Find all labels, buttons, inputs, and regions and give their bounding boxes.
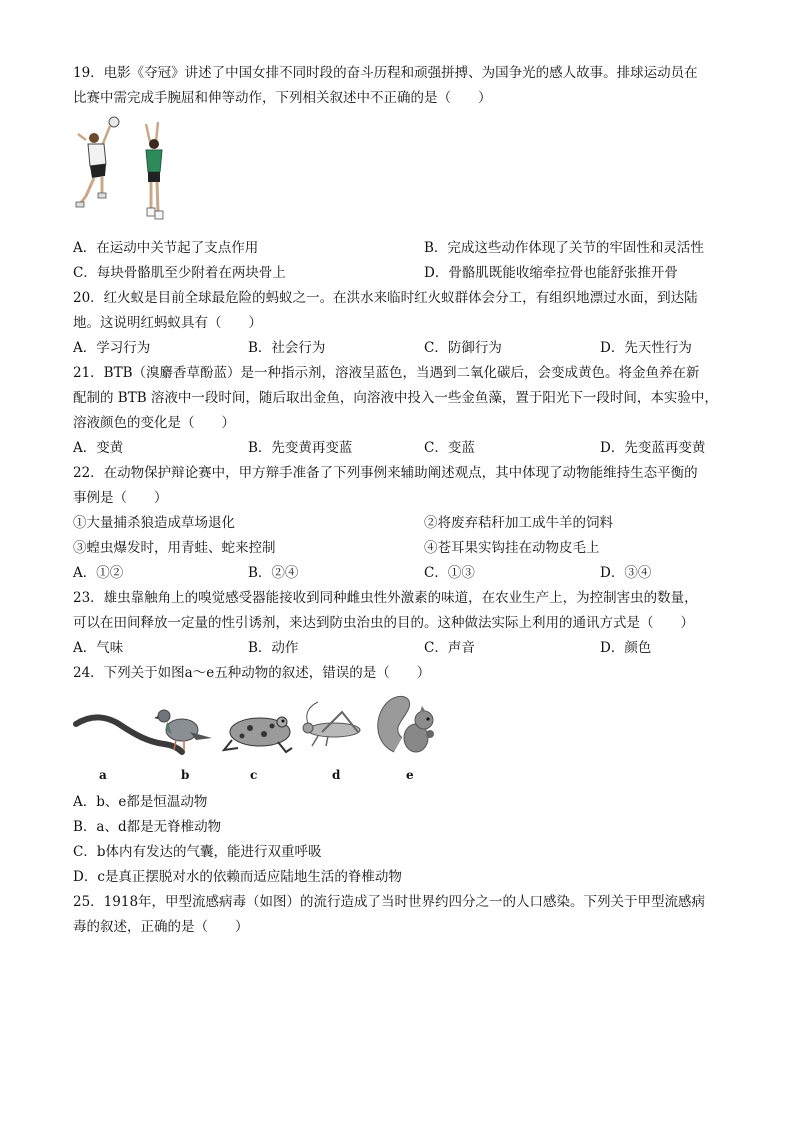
q22-stem-line1: 22．在动物保护辩论赛中，甲方辩手准备了下列事例来辅助阐述观点，其中体现了动物能维持生态平衡的 [73,465,698,481]
q19-stem-line1: 19．电影《夺冠》讲述了中国女排不同时段的奋斗历程和顽强拼搏、为国争光的感人故事。排球运动员在 [73,65,698,81]
q21-stem-line3: 溶液颜色的变化是（ ） [73,415,235,431]
q21-option-b: B．先变黄再变蓝 [248,440,353,456]
q22-stem-line2: 事例是（ ） [73,490,168,506]
q24-option-b: B．a、d都是无脊椎动物 [73,819,222,835]
volleyball-players-figure [72,116,172,228]
q22-option-a: A．①② [73,565,124,581]
q19-option-c: C．每块骨骼肌至少附着在两块骨上 [73,265,286,281]
q23-stem-line1: 23．雄虫靠触角上的嗅觉感受器能接收到同种雌虫性外激素的味道，在农业生产上，为控制害虫的数量， [73,590,698,606]
figure-label-c: c [250,768,258,782]
q24-stem: 24．下列关于如图a～e五种动物的叙述，错误的是（ ） [73,665,431,681]
five-animals-figure [72,692,442,764]
q21-option-d: D．先变蓝再变黄 [600,440,706,456]
q24-option-d: D．c是真正摆脱对水的依赖而适应陆地生活的脊椎动物 [73,869,402,885]
squirrel-icon [378,696,434,752]
q22-item-3: ③蝗虫爆发时，用青蛙、蛇来控制 [73,540,276,556]
q21-stem-line2: 配制的 BTB 溶液中一段时间，随后取出金鱼，向溶液中投入一些金鱼藻，置于阳光下一段时间，本实验中， [73,390,718,406]
q22-option-c: C．①③ [424,565,475,581]
q19-option-a: A．在运动中关节起了支点作用 [73,240,259,256]
q22-option-d: D．③④ [600,565,652,581]
q22-item-2: ②将废弃秸秆加工成牛羊的饲料 [424,515,613,531]
q23-option-b: B．动作 [248,640,299,656]
q20-stem-line2: 地。这说明红蚂蚁具有（ ） [73,315,262,331]
q23-option-c: C．声音 [424,640,475,656]
q22-option-b: B．②④ [248,565,299,581]
q19-option-b: B．完成这些动作体现了关节的牢固性和灵活性 [424,240,704,256]
figure-label-e: e [406,768,414,782]
q20-option-a: A．学习行为 [73,340,151,356]
q22-item-1: ①大量捕杀狼造成草场退化 [73,515,235,531]
q20-stem-line1: 20．红火蚁是目前全球最危险的蚂蚁之一。在洪水来临时红火蚁群体会分工，有组织地漂过水面，到达陆 [73,290,698,306]
q20-option-b: B．社会行为 [248,340,326,356]
q19-option-d: D．骨骼肌既能收缩牵拉骨也能舒张推开骨 [424,265,678,281]
figure-label-b: b [181,768,190,782]
q21-stem-line1: 21．BTB（溴麝香草酚蓝）是一种指示剂，溶液呈蓝色，当遇到二氧化碳后，会变成黄色。将金鱼养在新 [73,365,700,381]
earthworm-icon [76,717,182,752]
q24-option-c: C．b体内有发达的气囊，能进行双重呼吸 [73,844,322,860]
q19-stem-line2: 比赛中需完成手腕屈和伸等动作，下列相关叙述中不正确的是（ ） [73,90,492,106]
q22-item-4: ④苍耳果实钩挂在动物皮毛上 [424,540,600,556]
figure-label-d: d [332,768,341,782]
q25-stem-line2: 毒的叙述，正确的是（ ） [73,919,249,935]
q24-option-a: A．b、e都是恒温动物 [73,794,208,810]
q21-option-c: C．变蓝 [424,440,475,456]
q23-option-d: D．颜色 [600,640,652,656]
figure-label-a: a [99,768,107,782]
q20-option-c: C．防御行为 [424,340,502,356]
q23-stem-line2: 可以在田间释放一定量的性引诱剂，来达到防虫治虫的目的。这种做法实际上利用的通讯方式是（ ） [73,615,694,631]
q20-option-d: D．先天性行为 [600,340,692,356]
q23-option-a: A．气味 [73,640,124,656]
q21-option-a: A．变黄 [73,440,124,456]
frog-icon [224,717,292,752]
grasshopper-icon [303,702,360,746]
q25-stem-line1: 25．1918年，甲型流感病毒（如图）的流行造成了当时世界约四分之一的人口感染。下列关于甲型流感病 [73,894,706,910]
